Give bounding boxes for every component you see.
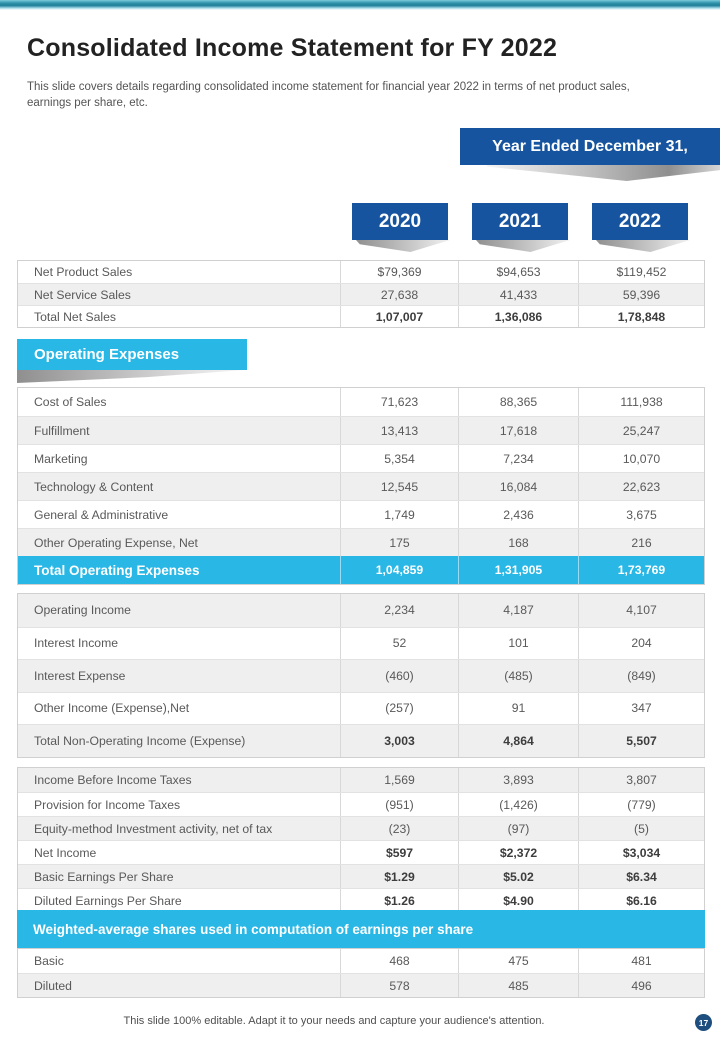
period-banner [460, 128, 720, 165]
row-value-2022: 10,070 [578, 445, 704, 472]
row-value-2020: 12,545 [340, 473, 458, 500]
row-value-2022: $3,034 [578, 841, 704, 864]
row-value-2021: $94,653 [458, 261, 578, 283]
income-statement-table [17, 260, 705, 1000]
row-value-2020: 175 [340, 529, 458, 556]
row-label: Basic [34, 954, 64, 968]
row-value-2021: 7,234 [458, 445, 578, 472]
row-label: General & Administrative [34, 507, 169, 522]
row-value-2020: $79,369 [340, 261, 458, 283]
row-value-2021: $4.90 [458, 889, 578, 912]
row-value-2022: 204 [578, 628, 704, 660]
row-value-2021: 41,433 [458, 284, 578, 305]
row-value-2021: 4,864 [458, 725, 578, 757]
year-header-2020-shadow [356, 240, 450, 252]
period-banner-shadow [487, 165, 720, 181]
row-label: Fulfillment [34, 423, 90, 438]
row-value-2021: (485) [458, 660, 578, 692]
row-value-2022: 1,73,769 [578, 556, 704, 584]
row-value-2022: 5,507 [578, 725, 704, 757]
row-value-2021: 4,187 [458, 594, 578, 627]
row-value-2020: (460) [340, 660, 458, 692]
table-section-income [17, 767, 705, 913]
weighted-average-banner [17, 910, 705, 948]
row-label: Net Service Sales [34, 287, 131, 302]
row-value-2021: 88,365 [458, 388, 578, 416]
table-row-basic-eps [18, 864, 704, 888]
table-row [18, 816, 704, 840]
row-value-2020: 1,04,859 [340, 556, 458, 584]
table-row [18, 792, 704, 816]
row-value-2020: 13,413 [340, 417, 458, 444]
table-section-weighted-shares [17, 948, 705, 998]
table-row [18, 416, 704, 444]
row-label: Total Net Sales [34, 309, 116, 324]
table-row [18, 472, 704, 500]
row-value-2021: 1,36,086 [458, 306, 578, 327]
row-value-2020: 1,749 [340, 501, 458, 528]
table-row [18, 444, 704, 472]
table-section-net-sales [17, 260, 705, 328]
row-label: Income Before Income Taxes [34, 773, 192, 787]
row-value-2021: 485 [458, 974, 578, 997]
footer-note: This slide 100% editable. Adapt it to your needs and capture your audience's attention. [123, 1015, 545, 1027]
row-label: Net Income [34, 845, 97, 860]
table-row [18, 594, 704, 627]
row-value-2021: 2,436 [458, 501, 578, 528]
operating-expenses-banner-shadow [17, 370, 245, 383]
table-row [18, 388, 704, 416]
row-value-2022: 1,78,848 [578, 306, 704, 327]
row-value-2020: (257) [340, 693, 458, 725]
table-row [18, 659, 704, 692]
row-value-2022: 22,623 [578, 473, 704, 500]
row-value-2020: 468 [340, 949, 458, 973]
row-value-2021: $5.02 [458, 865, 578, 888]
row-value-2020: 578 [340, 974, 458, 997]
row-value-2021: $2,372 [458, 841, 578, 864]
page-number-badge: 17 [695, 1014, 712, 1031]
table-row [18, 261, 704, 283]
row-value-2020: (23) [340, 817, 458, 840]
row-label: Basic Earnings Per Share [34, 869, 174, 884]
weighted-average-banner-label: Weighted-average shares used in computation of earnings per share [33, 921, 474, 937]
row-value-2021: 1,31,905 [458, 556, 578, 584]
row-value-2021: (97) [458, 817, 578, 840]
row-label: Total Operating Expenses [34, 562, 200, 578]
row-value-2021: 168 [458, 529, 578, 556]
row-value-2020: 3,003 [340, 725, 458, 757]
row-label: Technology & Content [34, 479, 154, 494]
table-row [18, 500, 704, 528]
row-label: Marketing [34, 451, 88, 466]
table-row-total-operating-expenses [18, 556, 704, 584]
row-value-2020: 1,569 [340, 768, 458, 792]
year-header-2020: 2020 [352, 203, 448, 240]
table-row [18, 949, 704, 973]
row-value-2020: $1.29 [340, 865, 458, 888]
row-value-2020: $1.26 [340, 889, 458, 912]
year-header-2021: 2021 [472, 203, 568, 240]
row-value-2021: 91 [458, 693, 578, 725]
row-label: Diluted [34, 978, 72, 993]
table-row [18, 692, 704, 725]
row-label: Operating Income [34, 603, 131, 618]
row-value-2021: 101 [458, 628, 578, 660]
row-value-2020: 27,638 [340, 284, 458, 305]
period-banner-label: Year Ended December 31, [492, 137, 688, 155]
row-value-2020: $597 [340, 841, 458, 864]
row-value-2022: (849) [578, 660, 704, 692]
row-value-2021: 475 [458, 949, 578, 973]
row-value-2020: 71,623 [340, 388, 458, 416]
row-value-2021: 16,084 [458, 473, 578, 500]
row-value-2021: 3,893 [458, 768, 578, 792]
table-row [18, 768, 704, 792]
row-value-2022: 4,107 [578, 594, 704, 627]
year-header-2022: 2022 [592, 203, 688, 240]
row-value-2022: (779) [578, 793, 704, 816]
table-row [18, 528, 704, 556]
row-value-2022: 111,938 [578, 388, 704, 416]
row-label: Net Product Sales [34, 265, 133, 279]
row-value-2020: 2,234 [340, 594, 458, 627]
row-label: Other Operating Expense, Net [34, 535, 198, 550]
table-row-total-net-sales [18, 305, 704, 327]
table-row [18, 627, 704, 660]
row-value-2021: 17,618 [458, 417, 578, 444]
row-value-2020: (951) [340, 793, 458, 816]
page-title: Consolidated Income Statement for FY 2022 [27, 34, 558, 62]
row-label: Other Income (Expense),Net [34, 701, 190, 716]
year-header-2022-shadow [596, 240, 690, 252]
table-section-non-operating [17, 593, 705, 758]
row-value-2020: 52 [340, 628, 458, 660]
row-value-2022: 3,675 [578, 501, 704, 528]
operating-expenses-banner-label: Operating Expenses [34, 346, 180, 363]
operating-expenses-banner [17, 339, 247, 370]
row-value-2022: 481 [578, 949, 704, 973]
row-label: Provision for Income Taxes [34, 797, 181, 812]
row-value-2022: (5) [578, 817, 704, 840]
row-value-2020: 1,07,007 [340, 306, 458, 327]
row-value-2022: $6.34 [578, 865, 704, 888]
row-value-2022: $119,452 [578, 261, 704, 283]
row-value-2022: $6.16 [578, 889, 704, 912]
table-row-net-income [18, 840, 704, 864]
top-accent-bar [0, 0, 720, 10]
table-row [18, 283, 704, 305]
row-label: Interest Income [34, 636, 118, 651]
row-label: Interest Expense [34, 668, 126, 683]
row-value-2021: (1,426) [458, 793, 578, 816]
row-value-2022: 496 [578, 974, 704, 997]
page-subtitle: This slide covers details regarding consolidated income statement for financial year 2022 in terms of net product sales, earnings per share, etc. [27, 81, 630, 110]
row-label: Diluted Earnings Per Share [34, 893, 182, 908]
row-value-2022: 216 [578, 529, 704, 556]
row-value-2022: 347 [578, 693, 704, 725]
row-value-2020: 5,354 [340, 445, 458, 472]
table-section-operating-expenses [17, 387, 705, 585]
row-value-2022: 3,807 [578, 768, 704, 792]
year-header-2021-shadow [476, 240, 570, 252]
table-row-diluted-eps [18, 888, 704, 912]
row-label: Equity-method Investment activity, net of tax [34, 821, 273, 836]
row-value-2022: 59,396 [578, 284, 704, 305]
row-value-2022: 25,247 [578, 417, 704, 444]
row-label: Total Non-Operating Income (Expense) [34, 733, 246, 748]
table-row [18, 973, 704, 997]
table-row-total-non-operating [18, 724, 704, 757]
row-label: Cost of Sales [34, 395, 107, 409]
